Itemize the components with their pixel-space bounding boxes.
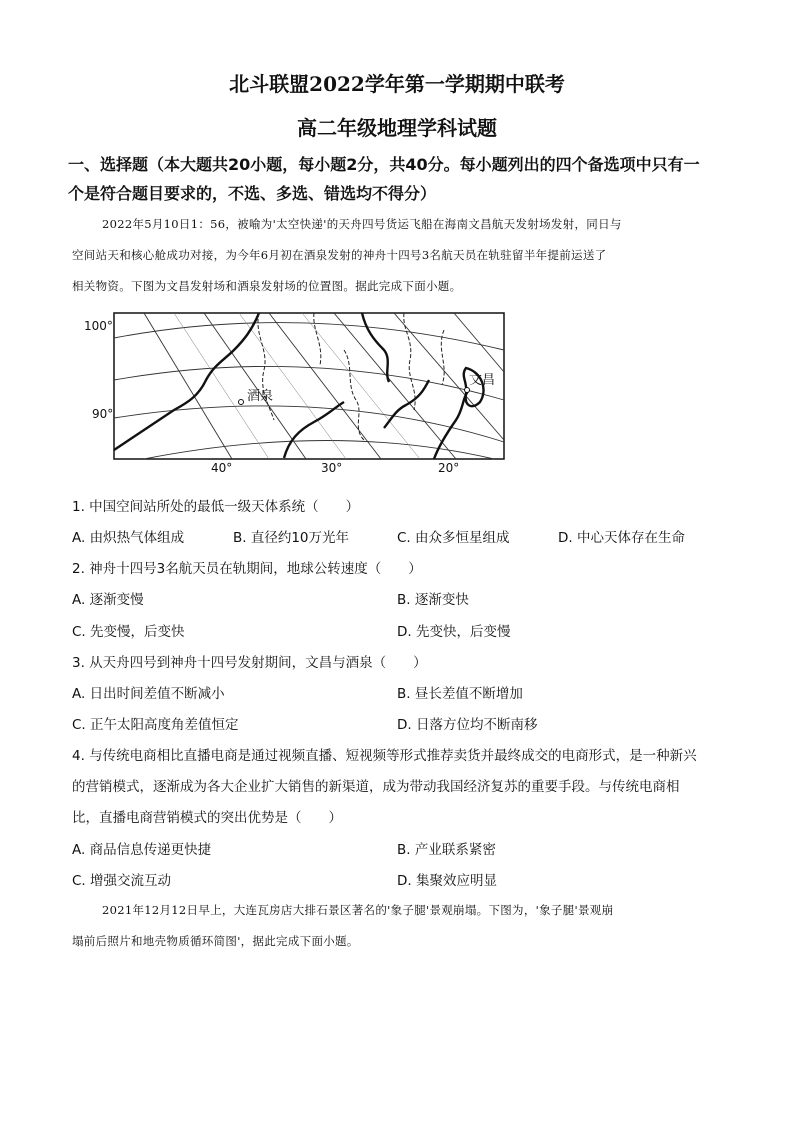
- q4-option-d[interactable]: D. 集聚效应明显: [397, 873, 497, 889]
- q3-option-b[interactable]: B. 昼长差值不断增加: [397, 686, 523, 702]
- q2-option-b[interactable]: B. 逐渐变快: [397, 592, 469, 608]
- q2-option-d[interactable]: D. 先变快，后变慢: [397, 624, 511, 640]
- passage1-line3: 相关物资。下图为文昌发射场和酒泉发射场的位置图。据此完成下面小题。: [72, 279, 462, 293]
- passage2-line1: 2021年12月12日早上，大连瓦房店大排石景区著名的'象子腿'景观崩塌。下图为，'象子腿'景观崩: [102, 903, 614, 917]
- exam-subtitle: 高二年级地理学科试题: [297, 116, 497, 140]
- launch-site-map: [84, 310, 506, 474]
- wenchang-marker: [465, 388, 470, 393]
- question-4-stem-line2: 的营销模式，逐渐成为各大企业扩大销售的新渠道，成为带动我国经济复苏的重要手段。与传统电商相: [72, 779, 680, 795]
- q3-option-d[interactable]: D. 日落方位均不断南移: [397, 717, 538, 733]
- section-heading-line1: 一、选择题（本大题共20小题，每小题2分，共40分。每小题列出的四个备选项中只有一: [68, 155, 700, 174]
- passage2-line2: 塌前后照片和地壳物质循环简图'，据此完成下面小题。: [72, 934, 359, 948]
- question-3-stem: 3. 从天舟四号到神舟十四号发射期间，文昌与酒泉（ ）: [72, 655, 427, 671]
- lon-label-20: 20°: [438, 461, 460, 474]
- jiuquan-label: 酒泉: [247, 389, 274, 404]
- q4-option-a[interactable]: A. 商品信息传递更快捷: [72, 842, 212, 858]
- q1-option-c[interactable]: C. 由众多恒星组成: [397, 530, 510, 546]
- q3-option-a[interactable]: A. 日出时间差值不断减小: [72, 686, 225, 702]
- wenchang-label: 文昌: [469, 373, 496, 388]
- q2-option-c[interactable]: C. 先变慢，后变快: [72, 624, 185, 640]
- lat-label-90: 90°: [92, 407, 114, 421]
- jiuquan-marker: [239, 400, 244, 405]
- q1-option-b[interactable]: B. 直径约10万光年: [233, 530, 350, 546]
- question-4-stem-line1: 4. 与传统电商相比直播电商是通过视频直播、短视频等形式推荐卖货并最终成交的电商形式，是一种新兴: [72, 748, 697, 764]
- q4-option-c[interactable]: C. 增强交流互动: [72, 873, 172, 889]
- q4-option-b[interactable]: B. 产业联系紧密: [397, 842, 496, 858]
- lon-label-40: 40°: [211, 461, 233, 474]
- section-heading-line2: 个是符合题目要求的，不选、多选、错选均不得分）: [68, 184, 437, 203]
- exam-title: 北斗联盟2022学年第一学期期中联考: [229, 72, 565, 96]
- question-1-stem: 1. 中国空间站所处的最低一级天体系统（ ）: [72, 499, 360, 515]
- lon-label-30: 30°: [321, 461, 343, 474]
- q2-option-a[interactable]: A. 逐渐变慢: [72, 592, 144, 608]
- q3-option-c[interactable]: C. 正午太阳高度角差值恒定: [72, 717, 239, 733]
- q1-option-d[interactable]: D. 中心天体存在生命: [558, 530, 685, 546]
- q1-option-a[interactable]: A. 由炽热气体组成: [72, 530, 185, 546]
- lat-label-100: 100°: [84, 319, 113, 333]
- question-2-stem: 2. 神舟十四号3名航天员在轨期间，地球公转速度（ ）: [72, 561, 422, 577]
- question-4-stem-line3: 比，直播电商营销模式的突出优势是（ ）: [72, 810, 342, 826]
- passage1-line2: 空间站天和核心舱成功对接，为今年6月初在酒泉发射的神舟十四号3名航天员在轨驻留半年提前运送了: [72, 248, 607, 262]
- passage1-line1: 2022年5月10日1：56，被喻为'太空快递'的天舟四号货运飞船在海南文昌航天发射场发射，同日与: [102, 217, 622, 231]
